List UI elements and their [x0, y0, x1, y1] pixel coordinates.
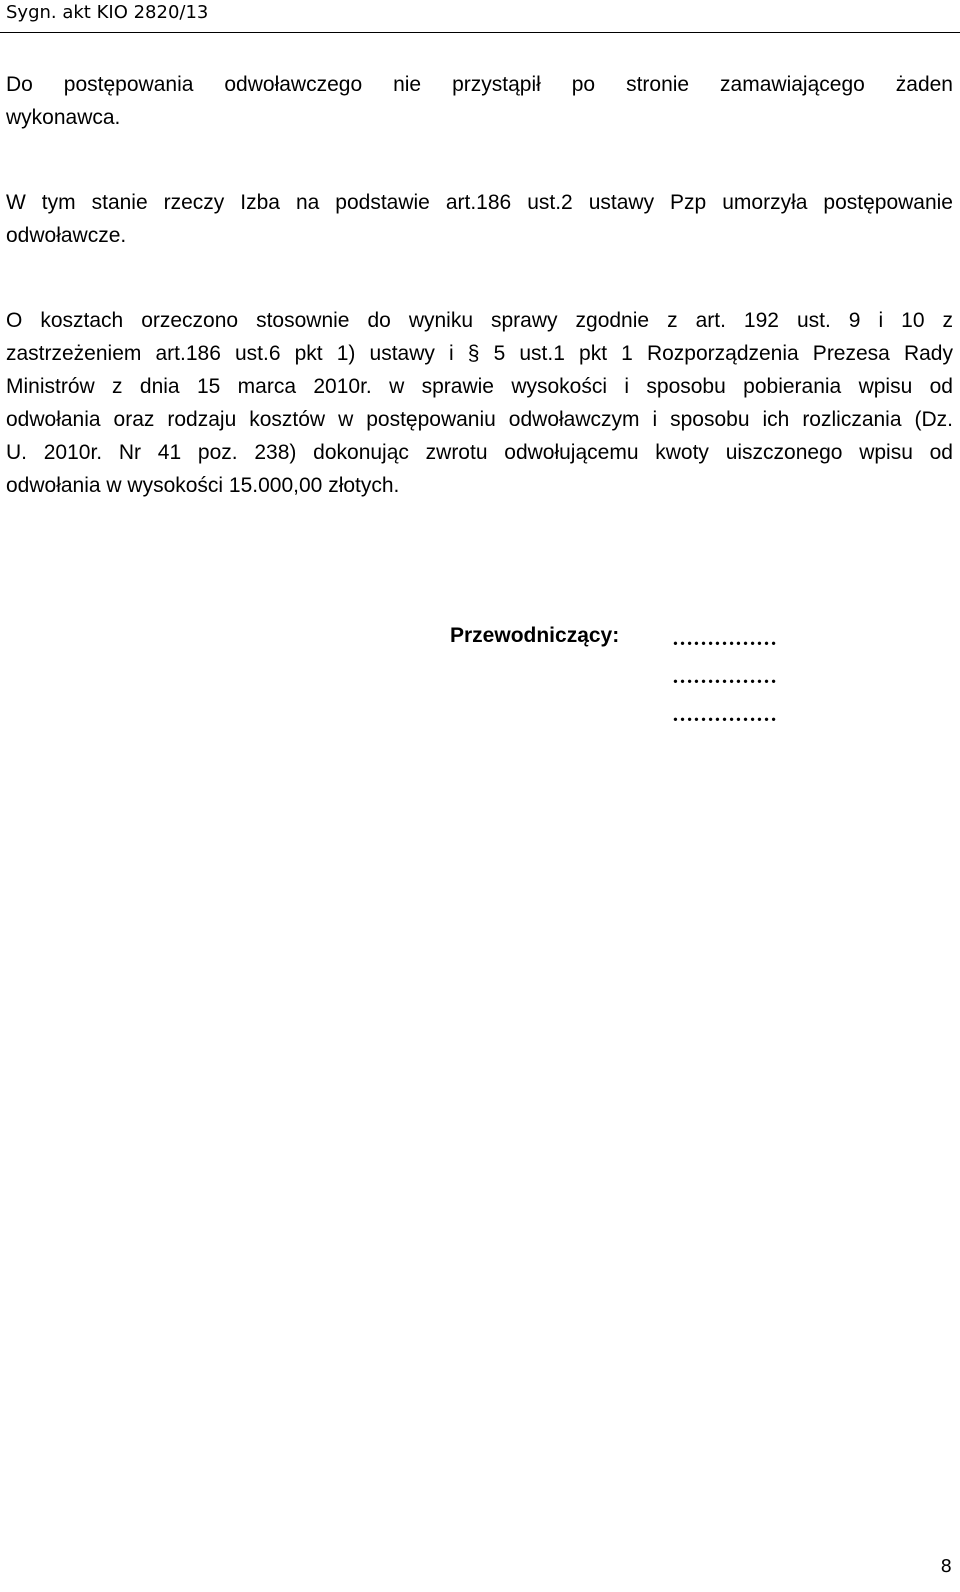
text-line: W tym stanie rzeczy Izba na podstawie art.186 ust.2 ustawy Pzp umorzyła postępowanie [6, 191, 953, 214]
text-line: odwoławcze. [6, 224, 127, 247]
signature-label: Przewodniczący: [450, 624, 620, 647]
signature-dots: …………… [672, 664, 777, 688]
text-line: odwołania oraz rodzaju kosztów w postępowaniu odwoławczym i sposobu ich rozliczania (Dz. [6, 408, 953, 431]
text-line: Do postępowania odwoławczego nie przystąpił po stronie zamawiającego żaden [6, 73, 953, 96]
page-number: 8 [940, 1556, 952, 1577]
text-line: zastrzeżeniem art.186 ust.6 pkt 1) ustawy i § 5 ust.1 pkt 1 Rozporządzenia Prezesa Rady [6, 342, 953, 365]
paragraph-costs [6, 304, 953, 502]
signature-dots: …………… [672, 626, 777, 650]
text-line: odwołania w wysokości 15.000,00 złotych. [6, 474, 400, 497]
signature-dots: …………… [672, 702, 777, 726]
text-line: O kosztach orzeczono stosownie do wyniku sprawy zgodnie z art. 192 ust. 9 i 10 z [6, 309, 953, 332]
text-line: wykonawca. [6, 106, 121, 129]
text-line: U. 2010r. Nr 41 poz. 238) dokonując zwrotu odwołującemu kwoty uiszczonego wpisu od [6, 441, 953, 464]
header-divider [0, 32, 960, 33]
case-number: Sygn. akt KIO 2820/13 [6, 2, 209, 23]
text-line: Ministrów z dnia 15 marca 2010r. w sprawie wysokości i sposobu pobierania wpisu od [6, 375, 953, 398]
paragraph-participation [6, 68, 953, 134]
paragraph-discontinuation [6, 186, 953, 252]
